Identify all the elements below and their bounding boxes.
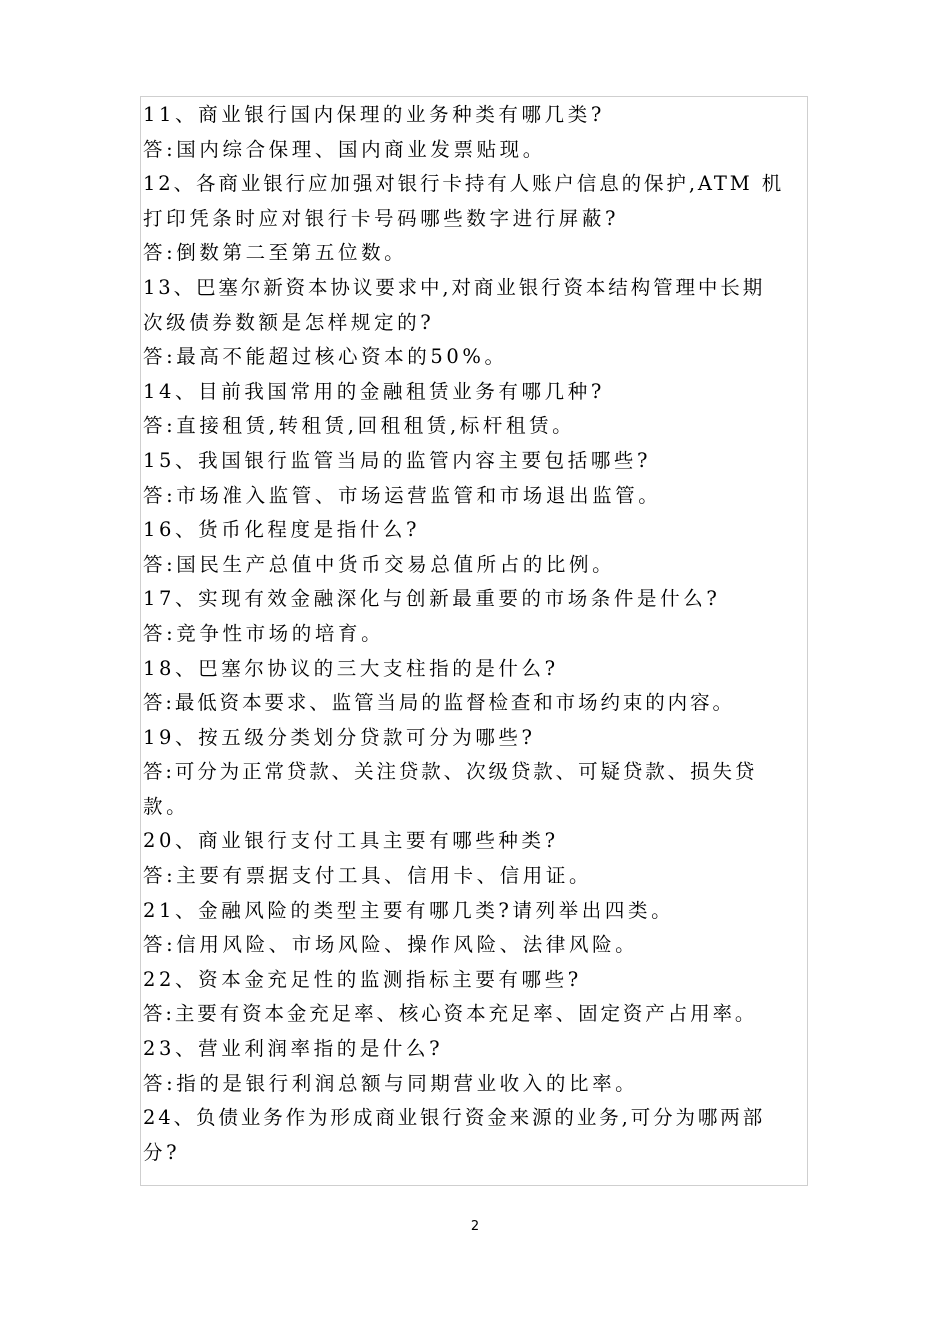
text-line: 答:市场准入监管、市场运营监管和市场退出监管。 — [143, 483, 662, 507]
text-line: 分? — [143, 1140, 181, 1164]
text-line: 23、营业利润率指的是什么? — [143, 1037, 444, 1061]
text-line: 19、按五级分类划分贷款可分为哪些? — [143, 725, 536, 749]
text-line: 20、商业银行支付工具主要有哪些种类? — [143, 829, 559, 853]
text-line: 12、各商业银行应加强对银行卡持有人账户信息的保护,ATM 机 — [143, 172, 785, 196]
text-line: 15、我国银行监管当局的监管内容主要包括哪些? — [143, 448, 652, 472]
text-line: 14、目前我国常用的金融租赁业务有哪几种? — [143, 379, 605, 403]
text-line: 17、实现有效金融深化与创新最重要的市场条件是什么? — [143, 587, 721, 611]
text-line: 答:主要有资本金充足率、核心资本充足率、固定资产占用率。 — [143, 1002, 758, 1026]
text-line: 24、负债业务作为形成商业银行资金来源的业务,可分为哪两部 — [143, 1106, 766, 1130]
text-line: 13、巴塞尔新资本协议要求中,对商业银行资本结构管理中长期 — [143, 275, 766, 299]
text-line: 答:竞争性市场的培育。 — [143, 621, 385, 645]
text-line: 21、金融风险的类型主要有哪几类?请列举出四类。 — [143, 898, 675, 922]
text-line: 答:国内综合保理、国内商业发票贴现。 — [143, 137, 546, 161]
text-line: 次级债券数额是怎样规定的? — [143, 310, 435, 334]
text-line: 11、商业银行国内保理的业务种类有哪几类? — [143, 103, 605, 126]
text-line: 打印凭条时应对银行卡号码哪些数字进行屏蔽? — [143, 206, 620, 230]
page-number: 2 — [470, 1219, 480, 1234]
text-line: 答:主要有票据支付工具、信用卡、信用证。 — [143, 864, 593, 888]
text-line: 答:最高不能超过核心资本的50%。 — [143, 345, 508, 369]
text-line: 答:指的是银行利润总额与同期营业收入的比率。 — [143, 1071, 639, 1095]
text-line: 18、巴塞尔协议的三大支柱指的是什么? — [143, 656, 559, 680]
text-line: 16、货币化程度是指什么? — [143, 518, 421, 542]
text-line: 答:最低资本要求、监管当局的监督检查和市场约束的内容。 — [143, 691, 735, 715]
text-line: 款。 — [143, 794, 190, 818]
document-body — [143, 98, 811, 1170]
text-line: 答:可分为正常贷款、关注贷款、次级贷款、可疑贷款、损失贷 — [143, 760, 758, 784]
text-line: 答:信用风险、市场风险、操作风险、法律风险。 — [143, 933, 639, 957]
text-line: 答:倒数第二至第五位数。 — [143, 241, 408, 265]
text-line: 答:国民生产总值中货币交易总值所占的比例。 — [143, 552, 616, 576]
text-line: 22、资本金充足性的监测指标主要有哪些? — [143, 967, 582, 991]
text-line: 答:直接租赁,转租赁,回租租赁,标杆租赁。 — [143, 414, 576, 438]
